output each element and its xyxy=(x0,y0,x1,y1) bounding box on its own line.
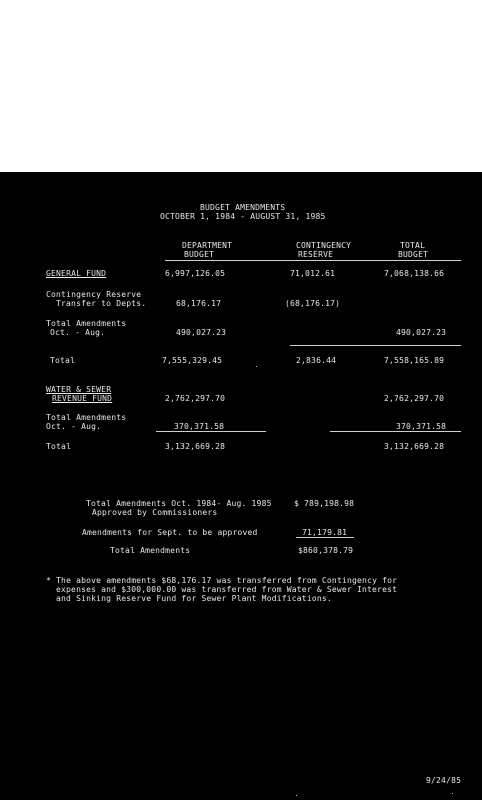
ws-total-rule xyxy=(330,431,461,432)
ws-fund-label-1: WATER & SEWER xyxy=(46,385,112,394)
approved-amendments-label-2: Approved by Commissioners xyxy=(92,508,218,517)
pending-amendments-label: Amendments for Sept. to be approved xyxy=(82,528,258,537)
ws-budget-rule xyxy=(156,431,266,432)
general-fund-reserve: 71,012.61 xyxy=(290,269,336,278)
ws-total-label: Total xyxy=(46,442,72,451)
blank-page-area xyxy=(0,0,482,172)
gf-total-total: 7,558,165.89 xyxy=(384,356,445,365)
scan-speck xyxy=(296,795,297,796)
ws-amendments-label-2: Oct. - Aug. xyxy=(46,422,102,431)
ws-fund-label-2: REVENUE FUND xyxy=(52,394,113,403)
col-header-total-2: BUDGET xyxy=(398,250,429,259)
contingency-budget: 68,176.17 xyxy=(176,299,222,308)
ws-fund-budget: 2,762,297.70 xyxy=(165,394,226,403)
ws-amendments-total: 370,371.58 xyxy=(396,422,447,431)
contingency-reserve: (68,176.17) xyxy=(285,299,341,308)
col-header-department-2: BUDGET xyxy=(184,250,215,259)
col-header-contingency-1: CONTINGENCY xyxy=(296,241,352,250)
pending-amendments-value: 71,179.81 xyxy=(302,528,348,537)
gf-subtotal-rule xyxy=(290,345,461,346)
contingency-label-1: Contingency Reserve xyxy=(46,290,142,299)
page-mark: 9/24/85 xyxy=(426,776,462,785)
approved-amendments-label-1: Total Amendments Oct. 1984- Aug. 1985 xyxy=(86,499,272,508)
gf-total-label: Total xyxy=(50,356,76,365)
col-header-contingency-2: RESERVE xyxy=(298,250,334,259)
scan-speck xyxy=(256,366,257,367)
page-title: BUDGET AMENDMENTS xyxy=(200,203,286,212)
col-header-total-1: TOTAL xyxy=(400,241,426,250)
footnote-line-3: and Sinking Reserve Fund for Sewer Plant Modifications. xyxy=(56,594,332,603)
page-period: OCTOBER 1, 1984 - AUGUST 31, 1985 xyxy=(160,212,326,221)
gf-total-budget: 7,555,329.45 xyxy=(162,356,223,365)
general-fund-budget: 6,997,126.05 xyxy=(165,269,226,278)
footnote-line-2: expenses and $300,000.00 was transferred from Water & Sewer Interest xyxy=(56,585,398,594)
gf-amendments-total: 490,027.23 xyxy=(396,328,447,337)
gf-amendments-label-1: Total Amendments xyxy=(46,319,127,328)
total-amendments-label: Total Amendments xyxy=(110,546,191,555)
ws-amendments-label-1: Total Amendments xyxy=(46,413,127,422)
gf-total-reserve: 2,836.44 xyxy=(296,356,337,365)
column-header-rule xyxy=(165,260,461,261)
ws-total-budget: 3,132,669.28 xyxy=(165,442,226,451)
scan-speck xyxy=(452,793,453,794)
approved-amendments-value: $ 789,198.98 xyxy=(294,499,355,508)
footnote-line-1: * The above amendments $68,176.17 was transferred from Contingency for xyxy=(46,576,398,585)
gf-amendments-label-2: Oct. - Aug. xyxy=(50,328,106,337)
contingency-label-2: Transfer to Depts. xyxy=(56,299,147,308)
ws-amendments-budget: 370,371.58 xyxy=(174,422,225,431)
general-fund-total: 7,068,138.66 xyxy=(384,269,445,278)
pending-rule xyxy=(296,537,354,538)
total-amendments-value: $860,378.79 xyxy=(298,546,354,555)
general-fund-label: GENERAL FUND xyxy=(46,269,107,278)
ws-total-total: 3,132,669.28 xyxy=(384,442,445,451)
ws-fund-total: 2,762,297.70 xyxy=(384,394,445,403)
gf-amendments-budget: 490,027.23 xyxy=(176,328,227,337)
col-header-department-1: DEPARTMENT xyxy=(182,241,233,250)
